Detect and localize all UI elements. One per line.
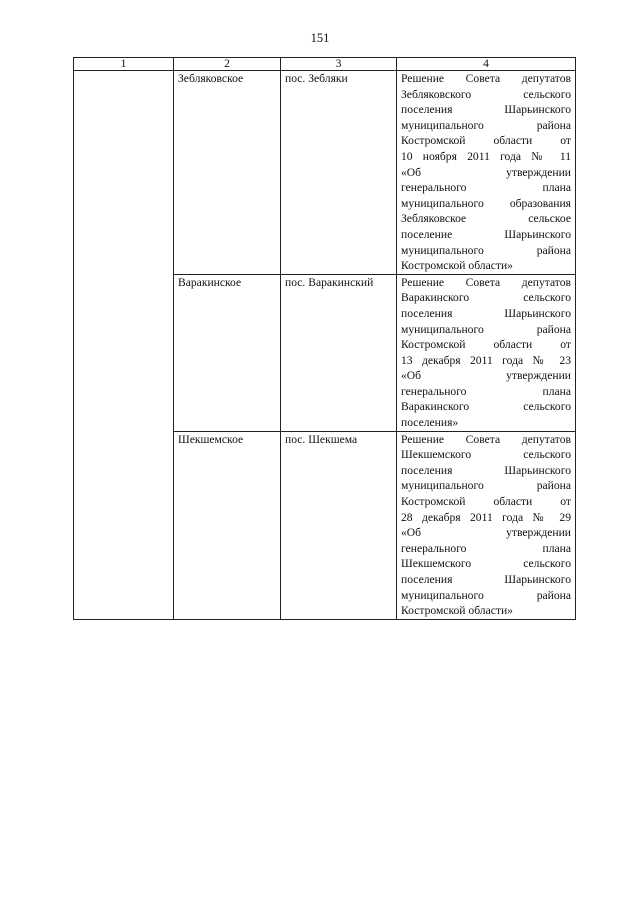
column-header-2: 2: [174, 58, 281, 71]
decision-text: [397, 431, 576, 619]
decision-text-line: муниципального района: [401, 322, 571, 336]
decision-text-line: генерального плана: [401, 541, 571, 555]
decision-text-line: Костромской области»: [401, 604, 513, 618]
decision-text-line: поселение Шарьинского: [401, 227, 571, 241]
administrative-center: пос. Шекшема: [281, 431, 397, 619]
decision-text-line: Варакинского сельского: [401, 400, 571, 414]
decision-text-line: генерального плана: [401, 181, 571, 195]
decision-text-line: генерального плана: [401, 384, 571, 398]
decision-text-line: Варакинского сельского: [401, 291, 571, 305]
decision-text-line: «Об утверждении: [401, 526, 571, 540]
column-1-merged-cell: [74, 71, 174, 620]
administrative-center: пос. Зебляки: [281, 71, 397, 275]
decision-text: [397, 274, 576, 431]
table-header-row: [74, 58, 576, 71]
decision-text-line: Костромской области от: [401, 134, 571, 148]
decision-text-line: Костромской области от: [401, 495, 571, 509]
decision-text-line: Зебляковское сельское: [401, 212, 571, 226]
administrative-center: пос. Варакинский: [281, 274, 397, 431]
table-row: [74, 71, 576, 275]
decision-text-line: муниципального района: [401, 243, 571, 257]
column-header-1: 1: [74, 58, 174, 71]
settlement-name: Зебляковское: [174, 71, 281, 275]
column-header-3: 3: [281, 58, 397, 71]
decision-text-line: 10 ноября 2011 года № 11: [401, 149, 571, 163]
column-header-4: 4: [397, 58, 576, 71]
decision-text-line: Решение Совета депутатов: [401, 72, 571, 85]
decision-text-line: Костромской области от: [401, 338, 571, 352]
decision-text-line: муниципального района: [401, 118, 571, 132]
decision-text-line: 28 декабря 2011 года № 29: [401, 510, 571, 524]
settlements-table: [73, 57, 576, 620]
settlement-name: Шекшемское: [174, 431, 281, 619]
decision-text-line: поселения Шарьинского: [401, 463, 571, 477]
decision-text-line: поселения»: [401, 416, 459, 430]
decision-text-line: Шекшемского сельского: [401, 448, 571, 462]
decision-text: [397, 71, 576, 275]
decision-text-line: 13 декабря 2011 года № 23: [401, 353, 571, 367]
decision-text-line: поселения Шарьинского: [401, 103, 571, 117]
decision-text-line: Решение Совета депутатов: [401, 275, 571, 289]
decision-text-line: Костромской области»: [401, 259, 513, 273]
decision-text-line: муниципального образования: [401, 196, 571, 210]
decision-text-line: «Об утверждении: [401, 369, 571, 383]
decision-text-line: поселения Шарьинского: [401, 573, 571, 586]
decision-text-line: Шекшемского сельского: [401, 557, 571, 571]
decision-text-line: муниципального района: [401, 479, 571, 493]
decision-text-line: Зебляковского сельского: [401, 87, 571, 101]
decision-text-line: муниципального района: [401, 588, 571, 602]
decision-text-line: «Об утверждении: [401, 165, 571, 179]
decision-text-line: Решение Совета депутатов: [401, 432, 571, 446]
decision-text-line: поселения Шарьинского: [401, 306, 571, 320]
page-number: 151: [310, 31, 330, 45]
settlement-name: Варакинское: [174, 274, 281, 431]
